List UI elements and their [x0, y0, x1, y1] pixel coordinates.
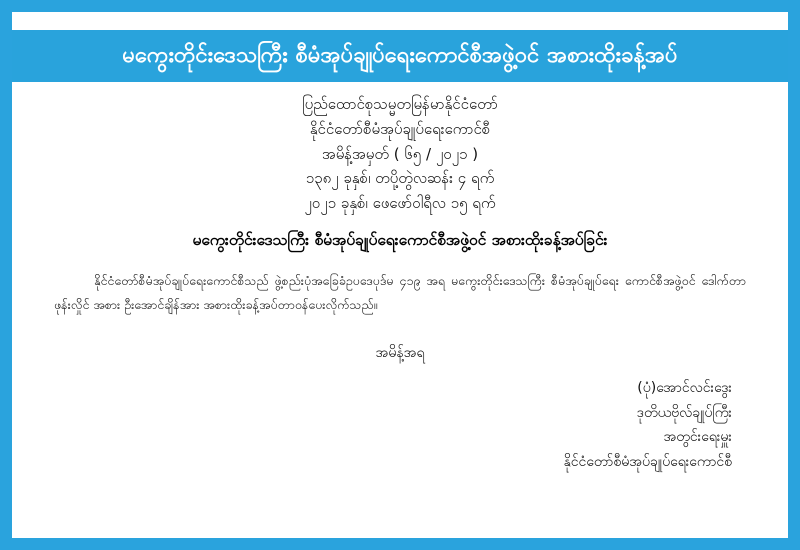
country-name: ပြည်ထောင်စုသမ္မတမြန်မာနိုင်ငံတော်	[302, 95, 498, 113]
by-order-label: အမိန့်အရ	[375, 345, 425, 362]
document-body	[12, 92, 788, 474]
paragraph-text: နိုင်ငံတော်စီမံအုပ်ချုပ်ရေးကောင်စီသည် ဖွဲ့စည်းပုံအခြေခံဥပဒေပုဒ်မ ၄၁၉ အရ မကွေးတိုင်းဒေသကြီး စီမံအုပ်ချုပ်ရေး ကောင်စီအဖွဲ့ဝင် ဒေါက်တာဖုန်းလှိုင် အစား ဦးအောင်ချိန်အား အစားထိုးခန့်အပ်တာဝန်ပေးလိုက်သည်။	[54, 272, 746, 312]
banner-title: မကွေးတိုင်းဒေသကြီး စီမံအုပ်ချုပ်ရေးကောင်စီအဖွဲ့ဝင် အစားထိုးခန့်အပ်	[122, 42, 678, 68]
council-name: နိုင်ငံတော်စီမံအုပ်ချုပ်ရေးကောင်စီ	[309, 119, 491, 138]
order-paragraph	[46, 269, 754, 318]
date-burmese-era: ၁၃၈၂ ခုနှစ်၊ တပို့တွဲလဆန်း ၄ ရက်	[305, 169, 495, 188]
document-page	[12, 12, 788, 538]
banner-headline	[12, 30, 788, 82]
signatory-organization: နိုင်ငံတော်စီမံအုပ်ချုပ်ရေးကောင်စီ	[563, 453, 732, 470]
signature-block	[46, 376, 754, 474]
date-gregorian: ၂၀၂၁ ခုနှစ်၊ ဖေဖော်ဝါရီလ ၁၅ ရက်	[304, 194, 496, 212]
signatory-name: (ပုံ)အောင်လင်းဒွေး	[637, 380, 732, 397]
order-number: အမိန့်အမှတ် ( ၆၅ / ၂၀၂၁ )	[321, 144, 479, 163]
order-subject: မကွေးတိုင်းဒေသကြီး စီမံအုပ်ချုပ်ရေးကောင်စီအဖွဲ့ဝင် အစားထိုးခန့်အပ်ခြင်း	[192, 230, 608, 249]
signatory-position: အတွင်းရေးမှူး	[663, 429, 732, 446]
signatory-rank: ဒုတိယဗိုလ်ချုပ်ကြီး	[636, 404, 732, 421]
